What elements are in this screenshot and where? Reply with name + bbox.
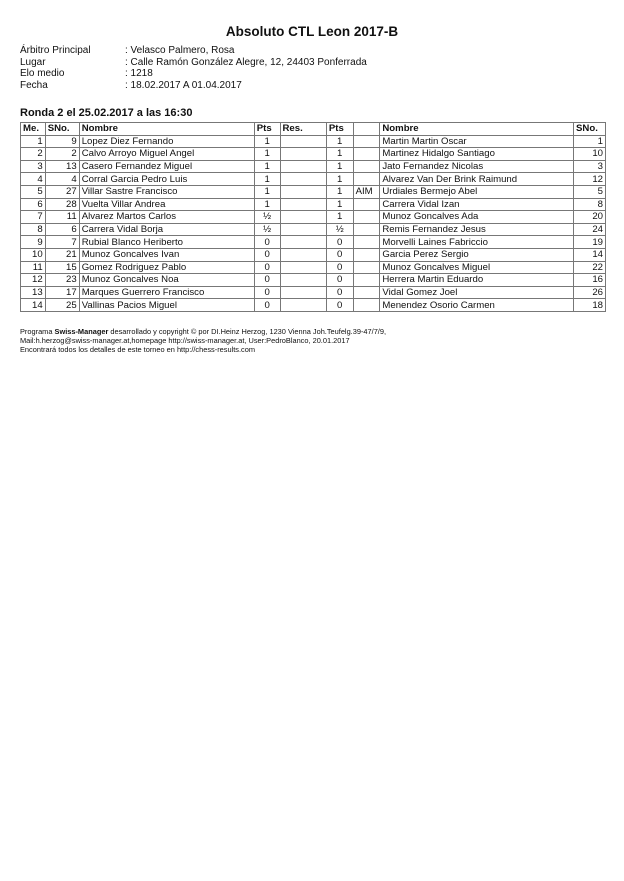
game-result-cell <box>280 160 326 173</box>
opponent-name-cell: Martin Martin Oscar <box>380 135 574 148</box>
table-row <box>21 185 606 198</box>
player-sno-cell: 6 <box>45 223 79 236</box>
tournament-info <box>20 45 367 91</box>
table-row <box>21 274 606 287</box>
player-sno-cell: 11 <box>45 211 79 224</box>
page-title: Absoluto CTL Leon 2017-B <box>225 24 399 39</box>
table-row <box>21 148 606 161</box>
opponent-sno-cell: 22 <box>574 261 606 274</box>
info-row-date <box>20 80 367 92</box>
opponent-points-cell: 0 <box>326 261 353 274</box>
opponent-name-cell: Menendez Osorio Carmen <box>380 299 574 312</box>
col-header-name: Nombre <box>79 123 254 136</box>
info-value: : Calle Ramón González Alegre, 12, 24403 Ponferrada <box>125 56 367 68</box>
board-number-cell: 11 <box>21 261 46 274</box>
opponent-title-cell <box>353 135 380 148</box>
player-points-cell: 0 <box>254 248 280 261</box>
board-number-cell: 5 <box>21 185 46 198</box>
game-result-cell <box>280 211 326 224</box>
game-result-cell <box>280 135 326 148</box>
footer-line-results: Encontrará todos los detalles de este torneo en http://chess-results.com <box>20 345 255 354</box>
opponent-points-cell: 0 <box>326 286 353 299</box>
opponent-name-cell: Alvarez Van Der Brink Raimund <box>380 173 574 186</box>
opponent-sno-cell: 18 <box>574 299 606 312</box>
table-row <box>21 248 606 261</box>
board-number-cell: 1 <box>21 135 46 148</box>
player-name-cell: Munoz Goncalves Ivan <box>79 248 254 261</box>
opponent-points-cell: 0 <box>326 274 353 287</box>
round-heading: Ronda 2 el 25.02.2017 a las 16:30 <box>20 107 193 119</box>
game-result-cell <box>280 299 326 312</box>
opponent-sno-cell: 10 <box>574 148 606 161</box>
opponent-name-cell: Herrera Martin Eduardo <box>380 274 574 287</box>
player-name-cell: Carrera Vidal Borja <box>79 223 254 236</box>
footer-line-contact: Mail:h.herzog@swiss-manager.at,homepage http://swiss-manager.at, User:PedroBlanco, 20.01.2017 <box>20 336 350 345</box>
board-number-cell: 3 <box>21 160 46 173</box>
info-label: Árbitro Principal <box>20 45 91 56</box>
opponent-sno-cell: 19 <box>574 236 606 249</box>
board-number-cell: 14 <box>21 299 46 312</box>
game-result-cell <box>280 173 326 186</box>
player-points-cell: 0 <box>254 236 280 249</box>
player-name-cell: Lopez Diez Fernando <box>79 135 254 148</box>
opponent-title-cell <box>353 299 380 312</box>
game-result-cell <box>280 248 326 261</box>
opponent-name-cell: Remis Fernandez Jesus <box>380 223 574 236</box>
opponent-points-cell: ½ <box>326 223 353 236</box>
table-row <box>21 299 606 312</box>
opponent-points-cell: 0 <box>326 248 353 261</box>
game-result-cell <box>280 148 326 161</box>
player-sno-cell: 23 <box>45 274 79 287</box>
table-row <box>21 236 606 249</box>
game-result-cell <box>280 236 326 249</box>
game-result-cell <box>280 286 326 299</box>
game-result-cell <box>280 223 326 236</box>
player-name-cell: Casero Fernandez Miguel <box>79 160 254 173</box>
player-sno-cell: 28 <box>45 198 79 211</box>
player-sno-cell: 25 <box>45 299 79 312</box>
opponent-sno-cell: 3 <box>574 160 606 173</box>
player-points-cell: 1 <box>254 135 280 148</box>
table-row <box>21 173 606 186</box>
footer-credits <box>20 327 386 354</box>
opponent-points-cell: 1 <box>326 160 353 173</box>
opponent-title-cell <box>353 173 380 186</box>
opponent-title-cell <box>353 148 380 161</box>
game-result-cell <box>280 261 326 274</box>
player-sno-cell: 9 <box>45 135 79 148</box>
opponent-title-cell <box>353 236 380 249</box>
opponent-points-cell: 1 <box>326 198 353 211</box>
table-row <box>21 261 606 274</box>
player-name-cell: Munoz Goncalves Noa <box>79 274 254 287</box>
opponent-title-cell <box>353 223 380 236</box>
player-points-cell: 1 <box>254 148 280 161</box>
player-points-cell: 0 <box>254 261 280 274</box>
board-number-cell: 6 <box>21 198 46 211</box>
col-header-board: Me. <box>21 123 46 136</box>
opponent-name-cell: Urdiales Bermejo Abel <box>380 185 574 198</box>
program-name: Swiss-Manager <box>54 327 109 336</box>
opponent-title-cell <box>353 198 380 211</box>
board-number-cell: 4 <box>21 173 46 186</box>
player-name-cell: Vallinas Pacios Miguel <box>79 299 254 312</box>
board-number-cell: 9 <box>21 236 46 249</box>
opponent-title-cell: AIM <box>353 185 380 198</box>
player-points-cell: 1 <box>254 185 280 198</box>
opponent-sno-cell: 24 <box>574 223 606 236</box>
player-sno-cell: 27 <box>45 185 79 198</box>
opponent-sno-cell: 16 <box>574 274 606 287</box>
opponent-title-cell <box>353 286 380 299</box>
opponent-points-cell: 0 <box>326 236 353 249</box>
col-header-sno-2: SNo. <box>574 123 606 136</box>
opponent-points-cell: 1 <box>326 148 353 161</box>
opponent-sno-cell: 8 <box>574 198 606 211</box>
player-points-cell: 1 <box>254 198 280 211</box>
info-value: : 1218 <box>125 68 153 79</box>
opponent-name-cell: Carrera Vidal Izan <box>380 198 574 211</box>
player-points-cell: 0 <box>254 274 280 287</box>
player-sno-cell: 13 <box>45 160 79 173</box>
opponent-name-cell: Garcia Perez Sergio <box>380 248 574 261</box>
player-name-cell: Alvarez Martos Carlos <box>79 211 254 224</box>
footer-line-program <box>20 327 386 336</box>
info-label: Lugar <box>20 56 46 68</box>
player-sno-cell: 21 <box>45 248 79 261</box>
player-name-cell: Marques Guerrero Francisco <box>79 286 254 299</box>
table-row <box>21 223 606 236</box>
table-row <box>21 160 606 173</box>
opponent-points-cell: 1 <box>326 135 353 148</box>
pairings-table <box>20 122 606 312</box>
col-header-result: Res. <box>280 123 326 136</box>
player-name-cell: Gomez Rodriguez Pablo <box>79 261 254 274</box>
player-sno-cell: 15 <box>45 261 79 274</box>
player-points-cell: 1 <box>254 160 280 173</box>
opponent-sno-cell: 14 <box>574 248 606 261</box>
info-row-arbiter <box>20 45 367 57</box>
opponent-points-cell: 1 <box>326 185 353 198</box>
board-number-cell: 7 <box>21 211 46 224</box>
player-points-cell: 0 <box>254 299 280 312</box>
board-number-cell: 10 <box>21 248 46 261</box>
info-label: Elo medio <box>20 68 65 79</box>
opponent-title-cell <box>353 274 380 287</box>
opponent-name-cell: Munoz Goncalves Ada <box>380 211 574 224</box>
player-sno-cell: 4 <box>45 173 79 186</box>
opponent-name-cell: Vidal Gomez Joel <box>380 286 574 299</box>
player-sno-cell: 7 <box>45 236 79 249</box>
opponent-points-cell: 1 <box>326 211 353 224</box>
opponent-name-cell: Martinez Hidalgo Santiago <box>380 148 574 161</box>
opponent-points-cell: 0 <box>326 299 353 312</box>
opponent-name-cell: Morvelli Laines Fabriccio <box>380 236 574 249</box>
opponent-name-cell: Jato Fernandez Nicolas <box>380 160 574 173</box>
opponent-title-cell <box>353 261 380 274</box>
player-points-cell: 1 <box>254 173 280 186</box>
player-points-cell: ½ <box>254 223 280 236</box>
info-row-location <box>20 57 367 69</box>
opponent-points-cell: 1 <box>326 173 353 186</box>
opponent-sno-cell: 1 <box>574 135 606 148</box>
board-number-cell: 2 <box>21 148 46 161</box>
opponent-sno-cell: 5 <box>574 185 606 198</box>
info-label: Fecha <box>20 79 48 91</box>
game-result-cell <box>280 274 326 287</box>
player-name-cell: Rubial Blanco Heriberto <box>79 236 254 249</box>
info-value: : Velasco Palmero, Rosa <box>125 45 235 56</box>
board-number-cell: 13 <box>21 286 46 299</box>
board-number-cell: 8 <box>21 223 46 236</box>
board-number-cell: 12 <box>21 274 46 287</box>
col-header-points-2: Pts <box>326 123 353 136</box>
footer-text: Programa <box>20 327 55 336</box>
opponent-title-cell <box>353 211 380 224</box>
table-row <box>21 286 606 299</box>
player-points-cell: 0 <box>254 286 280 299</box>
player-sno-cell: 17 <box>45 286 79 299</box>
player-name-cell: Vuelta Villar Andrea <box>79 198 254 211</box>
opponent-title-cell <box>353 248 380 261</box>
table-row <box>21 211 606 224</box>
game-result-cell <box>280 185 326 198</box>
table-row <box>21 135 606 148</box>
opponent-sno-cell: 20 <box>574 211 606 224</box>
opponent-name-cell: Munoz Goncalves Miguel <box>380 261 574 274</box>
table-header-row <box>21 123 606 136</box>
col-header-name-2: Nombre <box>380 123 574 136</box>
opponent-sno-cell: 26 <box>574 286 606 299</box>
player-points-cell: ½ <box>254 211 280 224</box>
col-header-extra <box>353 123 380 136</box>
footer-text: desarrollado y copyright © por DI.Heinz Herzog, 1230 Vienna Joh.Teufelg.39-47/7/9, <box>108 327 387 336</box>
game-result-cell <box>280 198 326 211</box>
opponent-sno-cell: 12 <box>574 173 606 186</box>
col-header-points: Pts <box>254 123 280 136</box>
player-name-cell: Corral Garcia Pedro Luis <box>79 173 254 186</box>
opponent-title-cell <box>353 160 380 173</box>
col-header-sno: SNo. <box>45 123 79 136</box>
info-value: : 18.02.2017 A 01.04.2017 <box>125 79 242 91</box>
player-name-cell: Villar Sastre Francisco <box>79 185 254 198</box>
info-row-average-elo <box>20 68 367 80</box>
player-name-cell: Calvo Arroyo Miguel Angel <box>79 148 254 161</box>
player-sno-cell: 2 <box>45 148 79 161</box>
table-row <box>21 198 606 211</box>
